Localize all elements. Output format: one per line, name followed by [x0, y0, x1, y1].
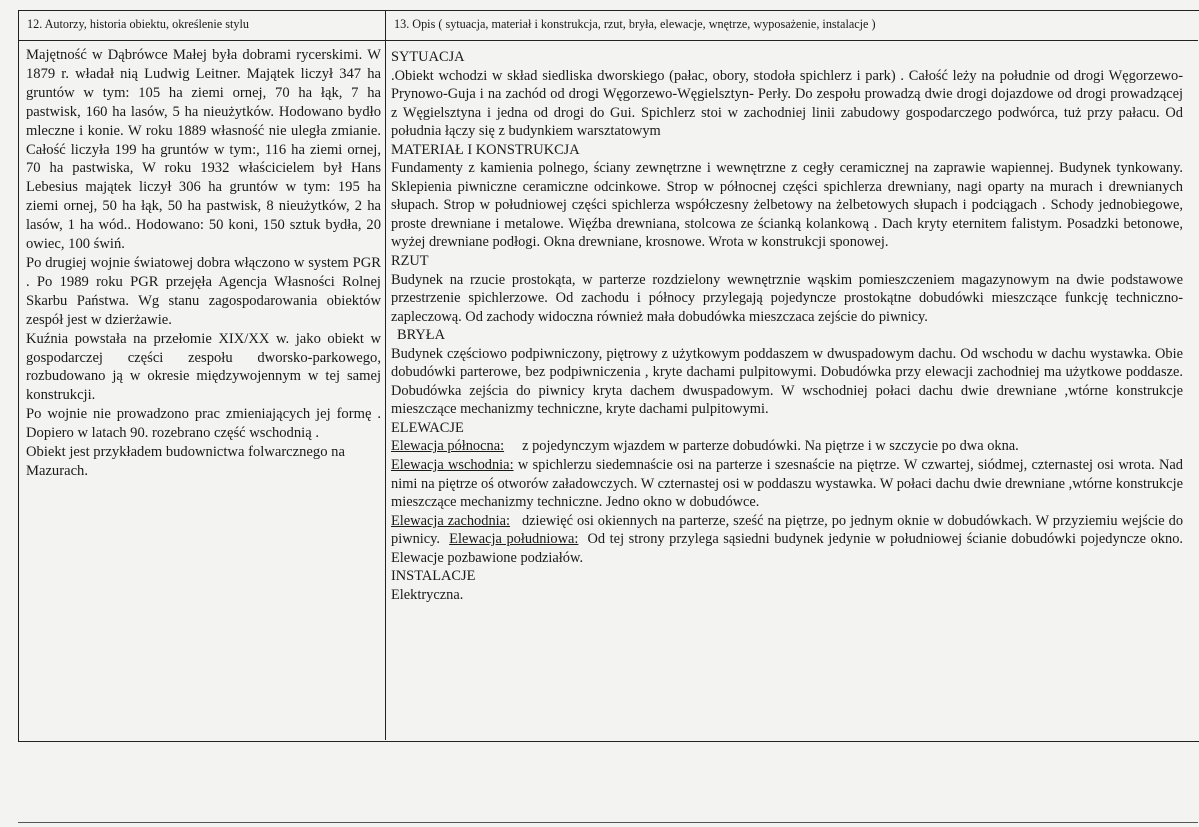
- header-rule: [18, 40, 1198, 41]
- heading-instalacje: INSTALACJE: [391, 568, 476, 585]
- text-instalacje: Elektryczna.: [391, 586, 464, 603]
- elevation-north-label: Elewacja północna:: [391, 438, 505, 455]
- elevation-west-label: Elewacja zachodnia:: [391, 512, 511, 529]
- elevation-north-text: z pojedynczym wjazdem w parterze dobudówki. Na piętrze i w szczycie po dwa okna.: [522, 438, 1019, 455]
- bottom-rule: [18, 822, 1198, 823]
- text-rzut: Budynek na rzucie prostokąta, w parterze rozdzielony wewnętrznie wąskim pomieszczeniem magazynowym na dwie podstawowe przestrzenie spichlerzowe. Od zachodu i północy przylegają pojedyncze prostokątne dobudówki mieszczące funkcję techniczno-zapleczową. Od zachody widoczna również mała dobudówka mieszczaca zejście do piwnicy.: [391, 271, 1183, 325]
- text-material: Fundamenty z kamienia polnego, ściany zewnętrzne i wewnętrzne z cegły ceramicznej na zaprawie wapiennej. Budynek tynkowany. Sklepienia piwniczne ceramiczne odcinkowe. Strop w północnej części spichlerza drewniany, nagi oparty na murach i drewnianych słupach. Strop w południowej części spichlerza współczesny żelbetowy na żelbetowych słupach i podciągach . Schody jednobiegowe, proste drewniane i metalowe. Więźba drewniana, stolcowa ze ścianką kolankową . Dach kryty eternitem falistym. Posadzki betonowe, wyżej drewniane podłogi. Okna drewniane, krosnowe. Wrota w konstrukcji sponowej.: [391, 160, 1183, 251]
- elevation-west-text: dziewięć osi okiennych na parterze, sześć na piętrze, po jednym oknie w dobudówkach. W przyziemiu wejście do piwnicy.: [391, 512, 1184, 548]
- description-column: [391, 48, 1183, 604]
- section-13-header: 13. Opis ( sytuacja, materiał i konstrukcja, rzut, bryła, elewacje, wnętrze, wyposażenie, instalacje ): [394, 17, 876, 31]
- elevation-east: [391, 456, 1183, 512]
- elevation-west-south: [391, 512, 1183, 568]
- elevation-east-label: Elewacja wschodnia:: [391, 457, 514, 474]
- history-column: [26, 46, 381, 481]
- elevation-south-text: Od tej strony przylega sąsiedni budynek jedynie w południowej ścianie dobudówki pojedyncze okno. Elewacje pozbawione podziałów.: [391, 531, 1183, 566]
- elevation-north: [391, 437, 1183, 456]
- heading-rzut: RZUT: [391, 253, 429, 270]
- history-paragraph-pgr: Po drugiej wojnie światowej dobra włączono w system PGR . Po 1989 roku PGR przejęła Agencja Własności Rolnej Skarbu Państwa. Wg stanu zagospodarowania obiektów zespół jest w dzierżawie.: [26, 254, 381, 328]
- history-paragraph-forge: Kuźnia powstała na przełomie XIX/XX w. jako obiekt w gospodarczej części zespołu dworsko-parkowego, rozbudowano ją w okresie międzywojennym w tej samej konstrukcji.: [26, 330, 381, 404]
- elevation-south-label: Elewacja południowa:: [449, 531, 579, 548]
- heading-sytuacja: SYTUACJA: [391, 49, 465, 65]
- history-paragraph-estate: Majętność w Dąbrówce Małej była dobrami rycerskimi. W 1879 r. władał nią Ludwig Leitner. Majątek liczył 347 ha gruntów w tym: 105 ha ziemi ornej, 70 ha łąk, 7 ha pastwisk, 160 ha lasów, 5 ha nieużytków. Hodowano bydło mleczne i konie. W roku 1889 własność nie uległa zmianie. Całość liczyła 199 ha gruntów w tym:, 116 ha ziemi ornej, 70 ha pastwiska, W roku 1932 właścicielem był Hans Lebesius majątek liczył 306 ha gruntów w tym: 195 ha ziemi ornej, 50 ha łąk, 50 ha pastwisk, 8 nieużytków, 2 ha lasów, 1 ha wód.. Hodowano: 50 koni, 150 sztuk bydła, 20 owiec, 100 świń.: [26, 47, 381, 253]
- text-sytuacja: .Obiekt wchodzi w skład siedliska dworskiego (pałac, obory, stodoła spichlerz i park) . Całość leży na południe od drogi Węgorzewo-Prynowo-Guja i na zachód od drogi Węgorzewo-Węgielsztyn- Perły. Do zespołu prowadzą dwie drogi dojazdowe od drogi prowadzącej z Węgielsztyna i jedna od drogi do Gui. Spichlerz stoi w zachodniej linii zabudowy gospodarczego podwórca, tuż przy pałacu. Od południa łączy się z budynkiem warsztatowym: [391, 67, 1183, 140]
- heading-bryla: BRYŁA: [397, 327, 445, 344]
- heading-material: MATERIAŁ I KONSTRUKCJA: [391, 141, 580, 158]
- history-paragraph-postwar: Po wojnie nie prowadzono prac zmieniających jej formę . Dopiero w latach 90. rozebrano część wschodnią .: [26, 406, 381, 442]
- text-bryla: Budynek częściowo podpiwniczony, piętrowy z użytkowym poddaszem w dwuspadowym dachu. Od wschodu w dachu wystawka. Obie dobudówki parterowe, bez podpiwniczenia , kryte dachami pulpitowymi. Dobudówka przy elewacji zachodniej ma użytkowe poddasze. Dobudówka zejścia do piwnicy kryta dachem dwuspadowym. W wschodniej połaci dachu dwie drewniane ,wtórne konstrukcje mieszczące mechanizmy techniczne, kryte dachami pulpitowymi.: [391, 345, 1183, 418]
- heading-elewacje: ELEWACJE: [391, 419, 464, 436]
- history-paragraph-style: Obiekt jest przykładem budownictwa folwarcznego na Mazurach.: [26, 444, 345, 479]
- column-divider: [385, 10, 386, 740]
- section-12-header: 12. Autorzy, historia obiektu, określenie stylu: [27, 17, 249, 31]
- elevation-east-text: w spichlerzu siedemnaście osi na parterze i szesnaście na piętrze. W czwartej, siódmej, czternastej osi wrota. Nad nimi na piętrze oś otworów załadowczych. W czternastej osi w poddaszu wystawka. W połaci dachu dwie drewniane ,wtórne konstrukcje mieszczące mechanizmy techniczne. Jedno okno w dobudówce.: [391, 457, 1183, 511]
